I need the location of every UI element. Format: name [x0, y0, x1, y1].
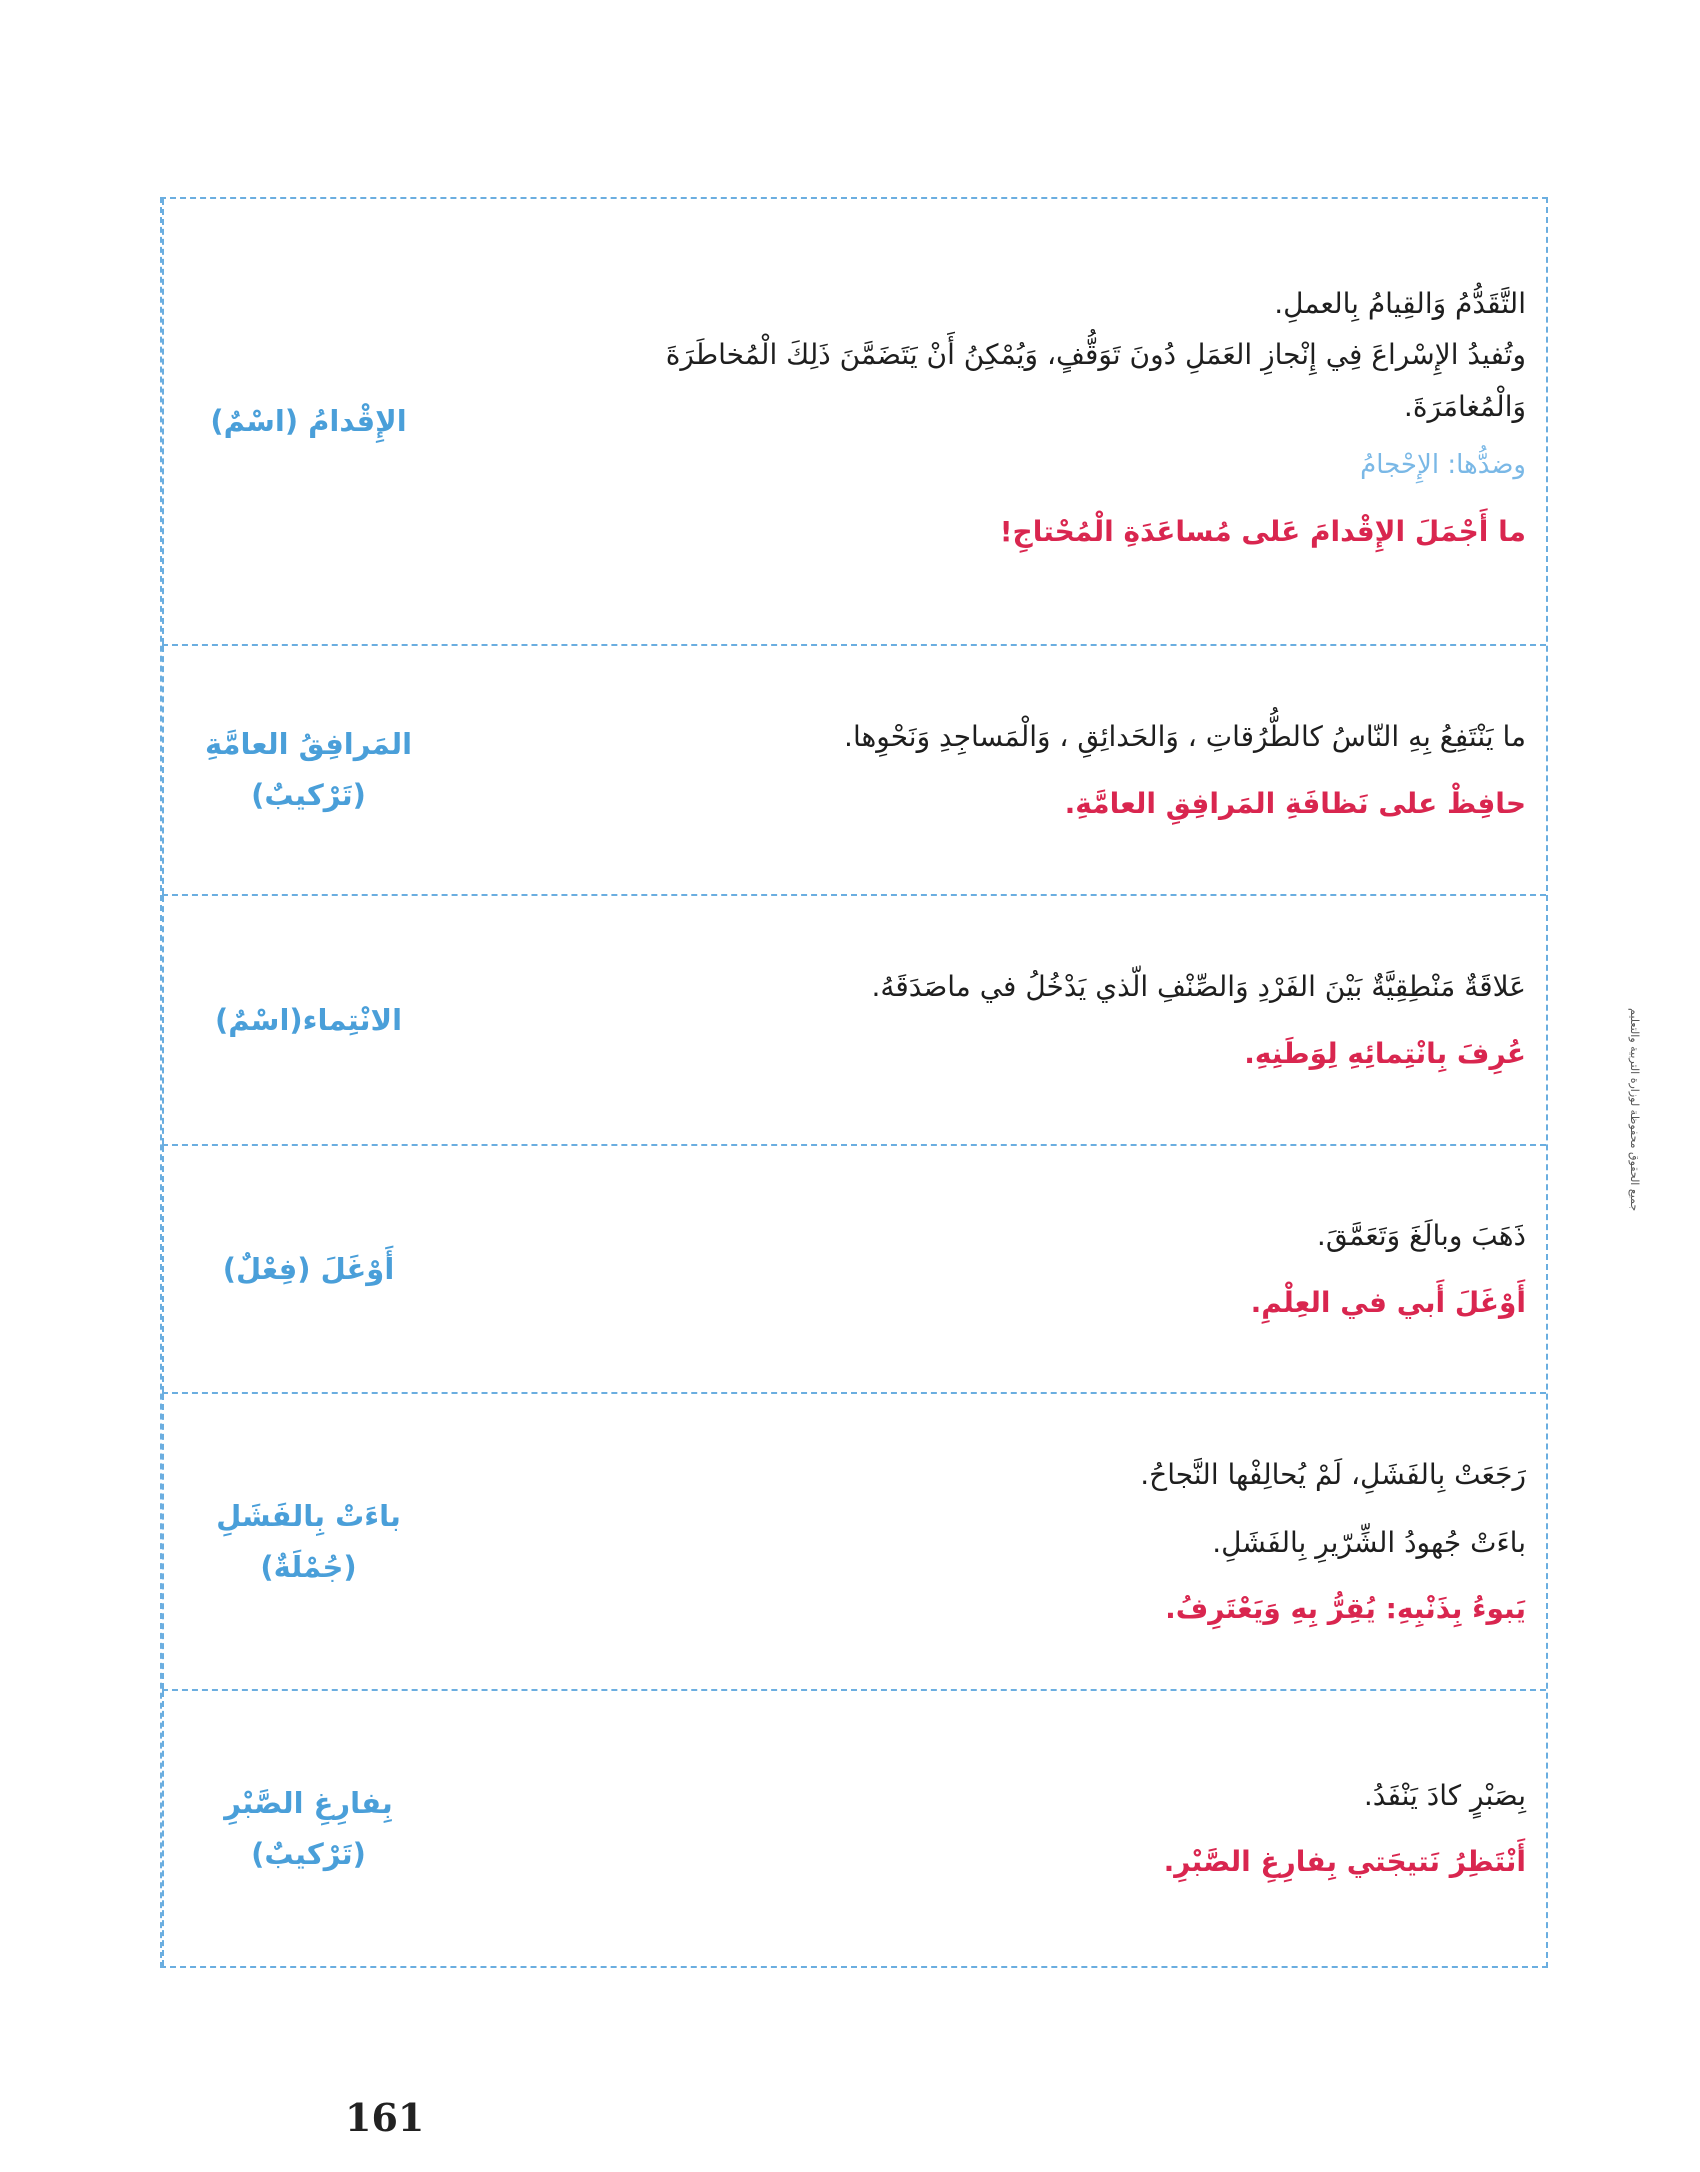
definition-cell	[453, 896, 1546, 1144]
table-row	[162, 199, 1546, 646]
definition-cell	[453, 1394, 1546, 1689]
example-sentence: حافِظْ على نَظافَةِ المَرافِقِ العامَّةِ.	[1064, 786, 1526, 820]
definition-text: رَجَعَتْ بِالفَشَلِ، لَمْ يُحالِفْها النَّجاحُ.	[1140, 1458, 1526, 1492]
definition-cell	[453, 1146, 1546, 1392]
vocabulary-table	[160, 197, 1548, 1968]
term-label: المَرافِقُ العامَّةِ	[204, 727, 413, 762]
definition-text: وَالْمُغامَرَةَ.	[1403, 389, 1526, 423]
definition-text: بِصَبْرٍ كادَ يَنْفَدُ.	[1363, 1778, 1526, 1812]
term-label: باءَتْ بِالفَشَلِ	[216, 1498, 401, 1533]
table-row	[162, 896, 1546, 1146]
term-type-label: (تَرْكيبٌ)	[251, 778, 366, 812]
term-label: الإِقْدامُ (اسْمٌ)	[210, 404, 407, 439]
example-sentence: يَبوءُ بِذَنْبِهِ: يُقِرُّ بِهِ وَيَعْتَرِفُ.	[1165, 1591, 1526, 1625]
term-type-label: (جُمْلَةٌ)	[260, 1549, 357, 1584]
example-sentence: ما أَجْمَلَ الإِقْدامَ عَلى مُساعَدَةِ الْمُحْتاجِ!	[999, 515, 1526, 549]
antonym-text: وضدُّها: الإِحْجامُ	[1360, 450, 1526, 481]
definition-text: التَّقَدُّمُ وَالقِيامُ بِالعملِ.	[1274, 286, 1526, 320]
definition-text: ما يَنْتَفِعُ بِهِ النّاسُ كالطُّرُقاتِ ، وَالحَدائِقِ ، وَالْمَساجِدِ وَنَحْوِها.	[844, 720, 1526, 754]
term-label: الانْتِماء(اسْمٌ)	[214, 1002, 403, 1037]
example-sentence: عُرِفَ بِانْتِمائِهِ لِوَطَنِهِ.	[1244, 1036, 1526, 1070]
table-row	[162, 646, 1546, 896]
definition-text: ذَهَبَ وبالَغَ وَتَعَمَّقَ.	[1316, 1219, 1526, 1253]
definition-text: عَلاقَةٌ مَنْطِقِيَّةٌ بَيْنَ الفَرْدِ وَالصِّنْفِ الّذي يَدْخُلُ في ماصَدَقَهُ.	[871, 970, 1526, 1004]
term-label: بِفارِغِ الصَّبْرِ	[224, 1785, 393, 1820]
term-cell	[162, 1691, 453, 1966]
term-cell	[162, 1146, 453, 1392]
definition-text: باءَتْ جُهودُ الشِّرّيرِ بِالفَشَلِ.	[1212, 1525, 1526, 1559]
definition-cell	[453, 199, 1546, 644]
term-label: أَوْغَلَ (فِعْلٌ)	[222, 1251, 395, 1286]
definition-text: وتُفيدُ الإِسْراعَ فِي إِنْجازِ العَمَلِ دُونَ تَوَقُّفٍ، وَيُمْكِنُ أَنْ يَتَضَمَّنَ ذَلِكَ الْمُخاطَرَةَ	[665, 338, 1526, 372]
term-cell	[162, 1394, 453, 1689]
term-type-label: (تَرْكيبٌ)	[251, 1836, 366, 1871]
table-row	[162, 1691, 1546, 1966]
example-sentence: أَنْتَظِرُ نَتيجَتي بِفارِغِ الصَّبْرِ.	[1163, 1845, 1526, 1879]
definition-cell	[453, 646, 1546, 894]
table-row	[162, 1146, 1546, 1394]
copyright-side-note: جميع الحقوق محفوظة لوزارة التربية والتعليم	[1628, 1008, 1641, 1212]
term-cell	[162, 896, 453, 1144]
table-row	[162, 1394, 1546, 1691]
page-number: 161	[345, 2095, 425, 2140]
term-cell	[162, 646, 453, 894]
term-cell	[162, 199, 453, 644]
definition-cell	[453, 1691, 1546, 1966]
example-sentence: أَوْغَلَ أَبي في العِلْمِ.	[1250, 1285, 1526, 1319]
